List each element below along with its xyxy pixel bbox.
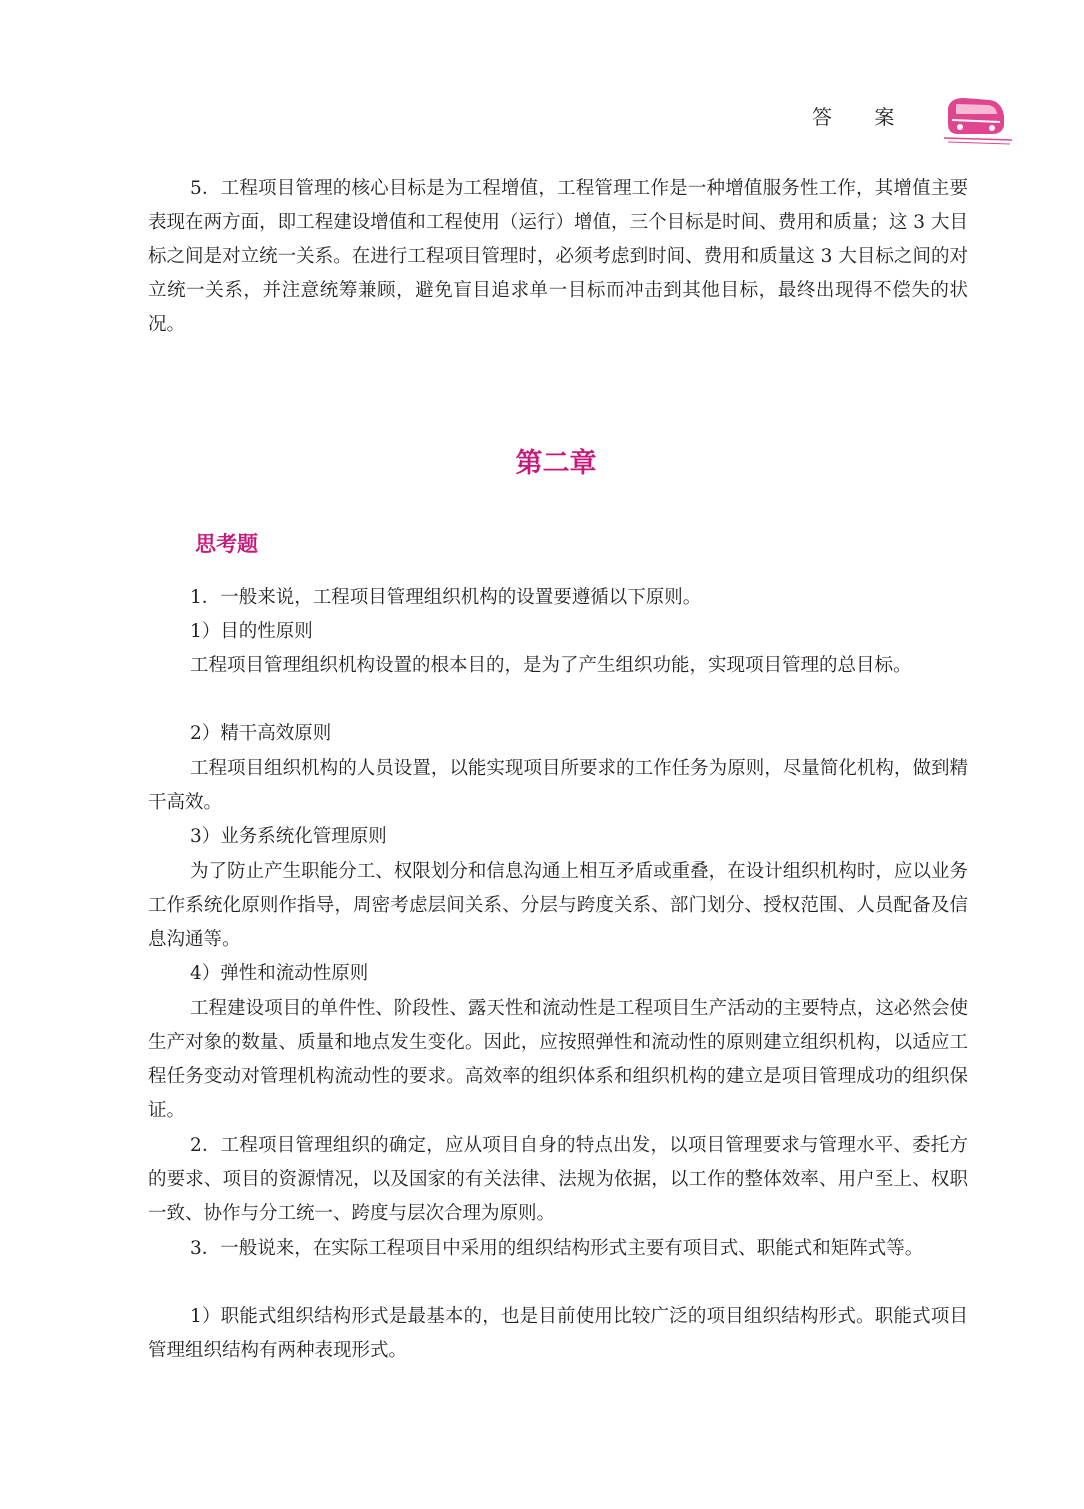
principle-4-text: 工程建设项目的单件性、阶段性、露天性和流动性是工程项目生产活动的主要特点，这必然会使生产对象的数量、质量和地点发生变化。因此，应按照弹性和流动性的原则建立组织机构，以适应工程任务变动对管理机构流动性的要求。高效率的组织体系和组织机构的建立是项目管理成功的组织保证。 (148, 998, 968, 1121)
principle-3-label: 3）业务系统化管理原则 (190, 826, 387, 847)
chapter-title: 第二章 (515, 448, 597, 479)
principle-4-label: 4）弹性和流动性原则 (190, 963, 369, 984)
train-icon (942, 94, 1014, 146)
principle-2-label: 2）精干高效原则 (190, 723, 332, 744)
section-title: 思考题 (195, 532, 258, 556)
answer-paragraph-5: 5．工程项目管理的核心目标是为工程增值，工程管理工作是一种增值服务性工作，其增值主要表现在两方面，即工程建设增值和工程使用（运行）增值，三个目标是时间、费用和质量；这 3 大目标之间是对立统一关系。在进行工程项目管理时，必须考虑到时间、费用和质量这 3 大目标之间的对立统一关系，并注意统筹兼顾，避免盲目追求单一目标而冲击到其他目标，最终出现得不偿失的状况。 (148, 178, 968, 335)
principle-2-text: 工程项目组织机构的人员设置，以能实现项目所要求的工作任务为原则，尽量简化机构，做到精干高效。 (148, 758, 968, 813)
question-3-item-1: 1）职能式组织结构形式是最基本的，也是目前使用比较广泛的项目组织结构形式。职能式项目管理组织结构有两种表现形式。 (148, 1306, 968, 1361)
question-2: 2．工程项目管理组织的确定，应从项目自身的特点出发，以项目管理要求与管理水平、委托方的要求、项目的资源情况，以及国家的有关法律、法规为依据，以工作的整体效率、用户至上、权职一致、协作与分工统一、跨度与层次合理为原则。 (148, 1135, 968, 1224)
principle-1-text: 工程项目管理组织机构设置的根本目的，是为了产生组织功能，实现项目管理的总目标。 (190, 655, 912, 676)
running-header: 答 案 (812, 105, 913, 129)
principle-1-label: 1）目的性原则 (190, 621, 313, 642)
question-1: 1．一般来说，工程项目管理组织机构的设置要遵循以下原则。 (190, 587, 702, 608)
principle-3-text: 为了防止产生职能分工、权限划分和信息沟通上相互矛盾或重叠，在设计组织机构时，应以业务工作系统化原则作指导，周密考虑层间关系、分层与跨度关系、部门划分、授权范围、人员配备及信息沟通等。 (148, 861, 968, 950)
question-3: 3．一般说来，在实际工程项目中采用的组织结构形式主要有项目式、职能式和矩阵式等。 (190, 1238, 924, 1259)
